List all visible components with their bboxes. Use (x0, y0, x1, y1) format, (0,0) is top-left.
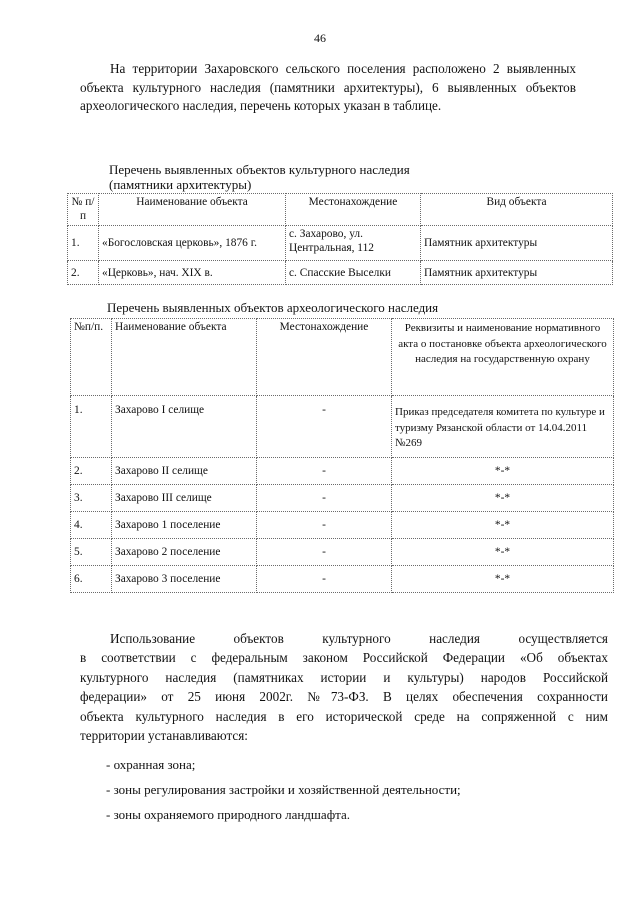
header-name: Наименование объекта (112, 319, 257, 396)
cell: 2. (68, 261, 99, 285)
table-header-row (71, 319, 614, 396)
cell: - (257, 512, 392, 539)
cell: *-* (392, 512, 614, 539)
cell: Захарово 3 поселение (112, 566, 257, 593)
table-header-row (68, 194, 613, 226)
architecture-table (67, 193, 613, 285)
cell: *-* (392, 539, 614, 566)
cell: - (257, 539, 392, 566)
zone-item: - зоны охраняемого природного ландшафта. (106, 807, 350, 822)
cell: 3. (71, 485, 112, 512)
cell: - (257, 485, 392, 512)
page-number: 46 (314, 31, 326, 45)
zone-item: - охранная зона; (106, 757, 196, 772)
cell: Памятник архитектуры (421, 261, 613, 285)
header-location: Местонахождение (286, 194, 421, 226)
usage-line: объекта культурного наследия в его исторической среде на сопряженной с ним (80, 708, 608, 724)
usage-line: Использование объектов культурного наследия осуществляется (110, 631, 608, 646)
cell: *-* (392, 566, 614, 593)
cell: 1. (68, 226, 99, 261)
cell: 4. (71, 512, 112, 539)
table-row (68, 226, 613, 261)
header-name: Наименование объекта (99, 194, 286, 226)
cell: Захарово 2 поселение (112, 539, 257, 566)
usage-line: территории устанавливаются: (80, 728, 248, 744)
cell: Захарово I селище (112, 396, 257, 458)
cell: 5. (71, 539, 112, 566)
intro-line: археологического наследия, перечень которых указан в таблице. (80, 98, 442, 113)
intro-line: объекта культурного наследия (памятники архитектуры), 6 выявленных объектов (80, 79, 576, 95)
table-row (71, 396, 614, 458)
usage-paragraph (80, 629, 608, 745)
table-row (71, 566, 614, 593)
cell: Захарово III селище (112, 485, 257, 512)
cell: с. Захарово, ул. Центральная, 112 (286, 226, 421, 261)
usage-line: в соответствии с федеральным законом Российской Федерации «Об объектах (80, 650, 608, 666)
cell: Захарово 1 поселение (112, 512, 257, 539)
header-requisites: Реквизиты и наименование нормативного акта о постановке объекта археологического наследия на государственную охрану (392, 319, 614, 396)
cell: Приказ председателя комитета по культуре и туризму Рязанской области от 14.04.2011 №269 (392, 396, 614, 458)
intro-line: На территории Захаровского сельского поселения расположено 2 выявленных (110, 61, 576, 76)
header-number: № п/п (68, 194, 99, 226)
table-row (68, 261, 613, 285)
usage-line: культурного наследия (памятниках истории и культуры) народов Российской (80, 669, 608, 685)
cell: Захарово II селище (112, 458, 257, 485)
zone-item: - зоны регулирования застройки и хозяйственной деятельности; (106, 782, 461, 797)
archaeology-table (70, 318, 614, 593)
header-number: №п/п. (71, 319, 112, 396)
table1-caption-line: (памятники архитектуры) (109, 177, 252, 192)
cell: «Богословская церковь», 1876 г. (99, 226, 286, 261)
table1-caption (109, 162, 410, 192)
header-type: Вид объекта (421, 194, 613, 226)
cell: *-* (392, 458, 614, 485)
table1-caption-line: Перечень выявленных объектов культурного наследия (109, 162, 410, 177)
table-row (71, 485, 614, 512)
cell: - (257, 396, 392, 458)
intro-paragraph (80, 60, 576, 116)
cell: 2. (71, 458, 112, 485)
cell: - (257, 566, 392, 593)
usage-line: федерации» от 25 июня 2002г. №73-ФЗ. В целях обеспечения сохранности (80, 689, 608, 705)
table-row (71, 512, 614, 539)
table2-caption: Перечень выявленных объектов археологического наследия (107, 300, 439, 315)
cell: Памятник архитектуры (421, 226, 613, 261)
cell: - (257, 458, 392, 485)
table-row (71, 539, 614, 566)
cell: «Церковь», нач. XIX в. (99, 261, 286, 285)
cell: 1. (71, 396, 112, 458)
table-row (71, 458, 614, 485)
cell: с. Спасские Выселки (286, 261, 421, 285)
cell: *-* (392, 485, 614, 512)
cell: 6. (71, 566, 112, 593)
header-location: Местонахождение (257, 319, 392, 396)
